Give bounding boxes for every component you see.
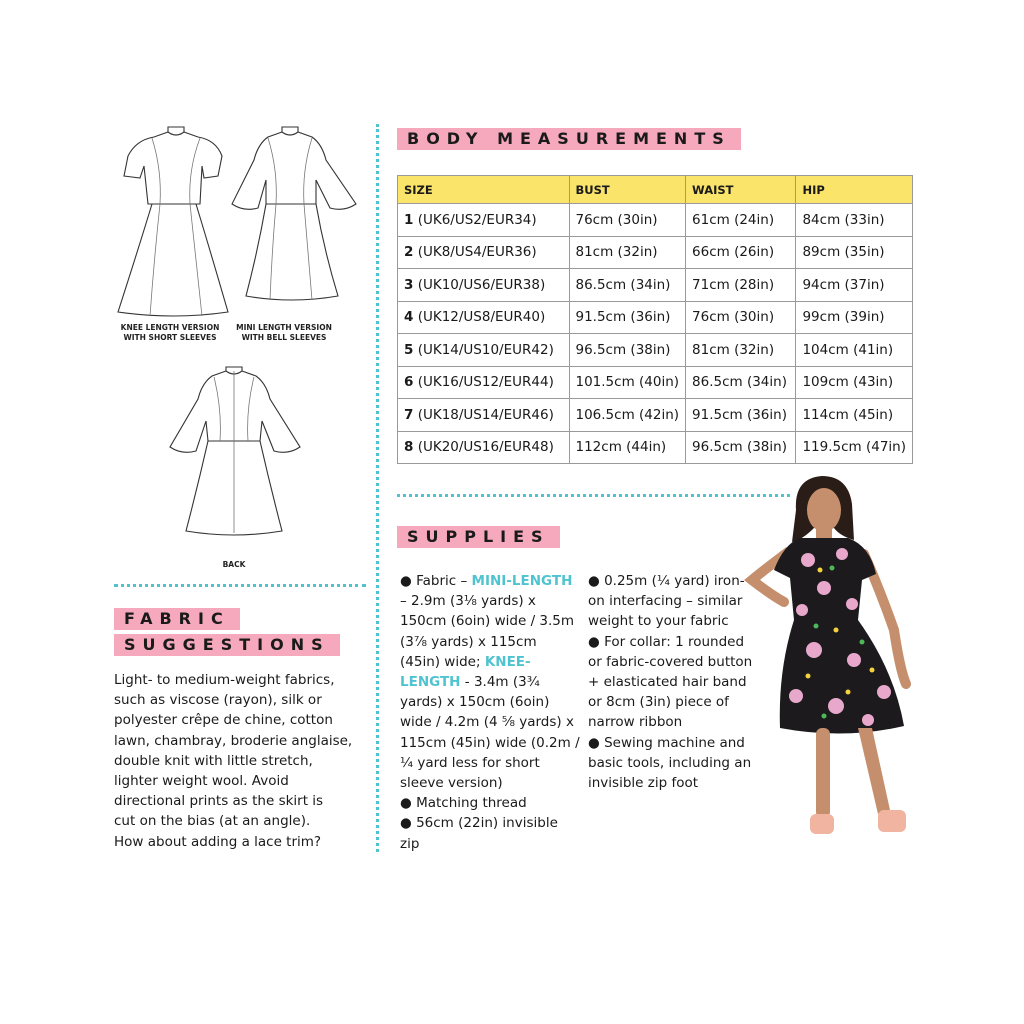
fabric-line: such as viscose (rayon), silk or	[114, 692, 322, 709]
size-label: (UK10/US6/EUR38)	[417, 276, 546, 293]
size-number: 4	[404, 309, 414, 326]
mini-caption-line-1: MINI LENGTH VERSION	[236, 323, 332, 332]
bust-cell: 91.5cm (36in)	[569, 301, 686, 334]
hip-cell: 99cm (39in)	[796, 301, 913, 334]
header-waist: WAIST	[686, 176, 796, 204]
back-dress-drawing	[170, 367, 300, 535]
waist-cell: 66cm (26in)	[686, 236, 796, 269]
supplies-column-1	[400, 571, 580, 854]
mini-length-dress-drawing	[232, 127, 356, 300]
fabric-heading-line-2: SUGGESTIONS	[114, 634, 340, 656]
fabric-line: directional prints as the skirt is	[114, 793, 324, 810]
table-row	[398, 236, 913, 269]
mini-length-label: MINI-LENGTH	[471, 573, 573, 589]
collar-text: For collar: 1 rounded or fabric-covered button + elasticated hair band or 8cm (3in) piece of narrow ribbon	[588, 633, 753, 731]
size-cell	[398, 301, 570, 334]
fabric-line: Light- to medium-weight fabrics,	[114, 672, 335, 688]
fabric-line: How about adding a lace trim?	[114, 833, 322, 850]
bullet-icon: ●	[400, 573, 412, 589]
size-label: (UK14/US10/EUR42)	[417, 341, 554, 358]
size-number: 8	[404, 439, 414, 456]
measurements-table	[397, 175, 913, 464]
knee-length-label: KNEE-LENGTH	[400, 653, 531, 691]
bust-cell: 106.5cm (42in)	[569, 399, 686, 432]
table-row	[398, 366, 913, 399]
hip-cell: 94cm (37in)	[796, 269, 913, 302]
size-label: (UK18/US14/EUR46)	[417, 406, 554, 423]
hip-cell: 89cm (35in)	[796, 236, 913, 269]
hip-cell: 84cm (33in)	[796, 204, 913, 237]
supplies-dotted-divider	[397, 494, 790, 497]
size-cell	[398, 399, 570, 432]
knee-caption-line-1: KNEE LENGTH VERSION	[120, 323, 220, 332]
size-label: (UK16/US12/EUR44)	[417, 374, 554, 391]
table-row	[398, 334, 913, 367]
waist-cell: 91.5cm (36in)	[686, 399, 796, 432]
size-cell	[398, 236, 570, 269]
supply-item-interfacing	[588, 571, 760, 632]
table-row	[398, 204, 913, 237]
fabric-line: double knit with little stretch,	[114, 752, 313, 769]
header-hip: HIP	[796, 176, 913, 204]
knee-length-caption	[110, 323, 230, 343]
table-row	[398, 269, 913, 302]
mini-length-caption	[224, 323, 344, 343]
size-cell	[398, 269, 570, 302]
bullet-icon: ●	[588, 633, 600, 650]
size-number: 3	[404, 276, 414, 293]
knee-caption-line-2: WITH SHORT SLEEVES	[123, 333, 217, 342]
supply-item-collar	[588, 632, 760, 733]
waist-cell: 86.5cm (34in)	[686, 366, 796, 399]
fabric-line: cut on the bias (at an angle).	[114, 813, 311, 830]
supply-item-fabric	[400, 571, 580, 793]
size-number: 2	[404, 244, 414, 261]
bust-cell: 96.5cm (38in)	[569, 334, 686, 367]
fabric-suggestions-text	[114, 670, 376, 852]
bullet-icon: ●	[400, 815, 412, 832]
fabric-dotted-divider	[114, 584, 366, 587]
supplies-heading: SUPPLIES	[397, 526, 560, 548]
size-label: (UK6/US2/EUR34)	[417, 211, 537, 228]
supply-item-machine	[588, 733, 760, 794]
knee-length-dress-drawing	[118, 127, 228, 316]
waist-cell: 71cm (28in)	[686, 269, 796, 302]
size-label: (UK12/US8/EUR40)	[417, 309, 546, 326]
size-cell	[398, 366, 570, 399]
size-cell	[398, 204, 570, 237]
model-photo	[744, 470, 944, 870]
header-size: SIZE	[398, 176, 570, 204]
size-number: 6	[404, 374, 414, 391]
hip-cell: 104cm (41in)	[796, 334, 913, 367]
fabric-lead: Fabric –	[416, 573, 472, 589]
table-header-row	[398, 176, 913, 204]
size-number: 1	[404, 211, 414, 228]
body-measurements-heading: BODY MEASUREMENTS	[397, 128, 741, 150]
bust-cell: 76cm (30in)	[569, 204, 686, 237]
bullet-icon: ●	[400, 795, 412, 812]
header-bust: BUST	[569, 176, 686, 204]
size-label: (UK8/US4/EUR36)	[417, 244, 537, 261]
bust-cell: 112cm (44in)	[569, 431, 686, 464]
zip-text: 56cm (22in) invisible zip	[400, 815, 558, 852]
bust-cell: 86.5cm (34in)	[569, 269, 686, 302]
vertical-dotted-divider	[376, 124, 379, 852]
fabric-line: polyester crêpe de chine, cotton	[114, 712, 333, 729]
supplies-column-2	[588, 571, 760, 793]
knee-length-quantity: - 3.4m (3¾ yards) x 150cm (6oin) wide / 4.2m (4 ⅝ yards) x 115cm (45in) wide (0.2m / ¼ yard less for short sleeve version)	[400, 674, 580, 792]
fabric-line: lawn, chambray, broderie anglaise,	[114, 732, 353, 749]
mini-length-quantity: – 2.9m (3⅛ yards) x 150cm (6oin) wide / 3.5m (3⅞ yards) x 115cm (45in) wide;	[400, 593, 575, 670]
waist-cell: 96.5cm (38in)	[686, 431, 796, 464]
size-cell	[398, 334, 570, 367]
fabric-heading-line-1: FABRIC	[114, 608, 240, 630]
machine-text: Sewing machine and basic tools, including an invisible zip foot	[588, 734, 752, 792]
size-number: 7	[404, 406, 414, 423]
waist-cell: 76cm (30in)	[686, 301, 796, 334]
supply-item-zip	[400, 813, 580, 853]
table-row	[398, 399, 913, 432]
size-cell	[398, 431, 570, 464]
back-caption: BACK	[222, 560, 246, 569]
hip-cell: 114cm (45in)	[796, 399, 913, 432]
table-row	[398, 431, 913, 464]
mini-caption-line-2: WITH BELL SLEEVES	[241, 333, 327, 342]
thread-text: Matching thread	[416, 795, 527, 812]
size-label: (UK20/US16/EUR48)	[417, 439, 554, 456]
bust-cell: 101.5cm (40in)	[569, 366, 686, 399]
interfacing-text: 0.25m (¼ yard) iron-on interfacing – similar weight to your fabric	[588, 573, 745, 630]
waist-cell: 61cm (24in)	[686, 204, 796, 237]
hip-cell: 109cm (43in)	[796, 366, 913, 399]
hip-cell: 119.5cm (47in)	[796, 431, 913, 464]
waist-cell: 81cm (32in)	[686, 334, 796, 367]
supply-item-thread	[400, 793, 580, 813]
bullet-icon: ●	[588, 734, 600, 751]
fabric-line: lighter weight wool. Avoid	[114, 773, 289, 790]
size-number: 5	[404, 341, 414, 358]
bullet-icon: ●	[588, 573, 600, 589]
bust-cell: 81cm (32in)	[569, 236, 686, 269]
table-row	[398, 301, 913, 334]
